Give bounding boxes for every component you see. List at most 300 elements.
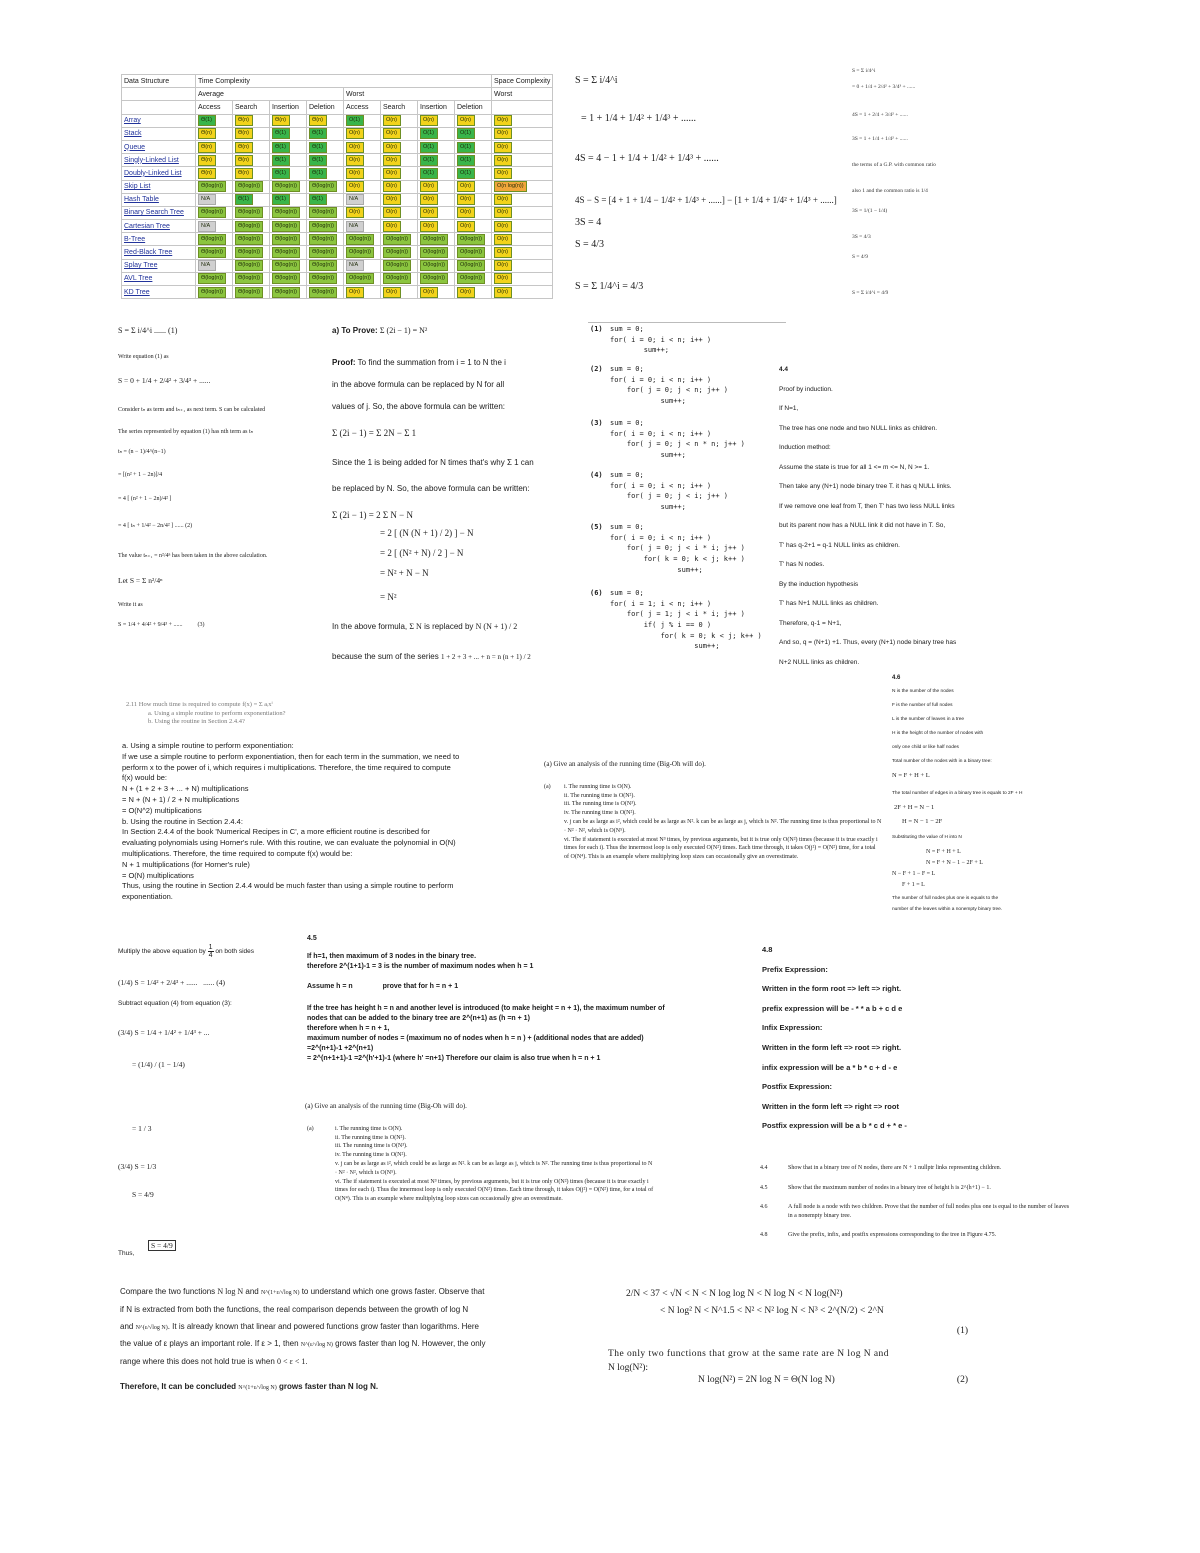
table-cell (492, 180, 553, 193)
complexity-badge: O(1) (346, 115, 364, 126)
complexity-badge: Θ(log(n)) (309, 207, 337, 218)
complexity-badge: Θ(n) (198, 155, 216, 166)
ls-line: The value tₙ₊₁ = n²/4ⁿ has been taken in the above calculation. (118, 553, 268, 559)
data-structure-link[interactable]: Binary Search Tree (122, 206, 196, 219)
complexity-badge: O(n) (494, 142, 512, 153)
compare-text: the value of ε plays an important role. If ε > 1, then (120, 1339, 301, 1349)
table-cell (455, 167, 492, 180)
compare-math: N^(ε/√log N) (300, 1342, 333, 1349)
data-structure-link[interactable]: KD Tree (122, 286, 196, 299)
complexity-badge: O(1) (420, 168, 438, 179)
complexity-badge: O(log(n)) (457, 273, 485, 284)
data-structure-link[interactable]: Stack (122, 127, 196, 140)
exp-line: = O(N) multiplications (122, 870, 194, 880)
complexity-badge: O(log(n)) (346, 273, 374, 284)
complexity-badge: O(n) (457, 287, 475, 298)
complexity-badge: O(n) (383, 221, 401, 232)
table-row (122, 114, 553, 127)
induction-line: T' has N nodes. (779, 561, 825, 568)
data-structure-link[interactable]: Queue (122, 140, 196, 153)
table-cell (233, 272, 270, 285)
full-nodes-eq: N − F + 1 − F = L (892, 871, 936, 877)
exp-line: = N + (N + 1) / 2 + N multiplications (122, 794, 240, 804)
complexity-badge: N/A (198, 194, 216, 205)
complexity-badge: Θ(log(n)) (235, 207, 263, 218)
table-cell (233, 193, 270, 206)
compare-math: 0 < ε < 1 (276, 1357, 306, 1367)
table-cell (196, 167, 233, 180)
induction-line: If we remove one leaf from T, then T' has two less NULL links (779, 502, 955, 510)
complexity-badge: O(n) (383, 194, 401, 205)
full-nodes-eq: F + 1 = L (902, 882, 925, 888)
data-structure-link[interactable]: Doubly-Linked List (122, 167, 196, 180)
table-cell (492, 272, 553, 285)
complexity-badge: Θ(log(n)) (198, 247, 226, 258)
complexity-badge: O(n) (346, 128, 364, 139)
exercise-question: 2.11 How much time is required to compute f(x) = Σ aᵢxⁱ (126, 701, 273, 708)
exercise-question: a. Using a simple routine to perform exponentiation? (148, 709, 286, 717)
exercise-item (760, 1231, 1072, 1240)
table-cell (344, 140, 381, 153)
table-cell (270, 259, 307, 272)
exp-line: a. Using a simple routine to perform exponentiation: (122, 741, 294, 750)
code-number: (3) (590, 419, 603, 427)
exp-line: = O(N^2) multiplications (122, 805, 202, 815)
mult-text: on both sides (215, 948, 255, 956)
table-cell (196, 259, 233, 272)
complexity-badge: O(n) (383, 181, 401, 192)
op-header: Insertion (418, 101, 455, 114)
header-time-complexity: Time Complexity (196, 75, 492, 88)
data-structure-link[interactable]: Singly-Linked List (122, 154, 196, 167)
compare-text: . It is already known that linear and powered functions grow faster than logarithms. Here (167, 1321, 479, 1331)
series-line: = 1 + 1/4 + 1/4² + 1/4³ + ...... (581, 113, 697, 124)
complexity-badge: Θ(log(n)) (272, 207, 300, 218)
table-cell (233, 180, 270, 193)
complexity-badge: O(log(n)) (346, 234, 374, 245)
full-nodes-eq: H = N − 1 − 2F (902, 818, 943, 825)
exercise-text: A full node is a node with two children. Prove that the number of full nodes plus one is equal to the number of leaves in a nonempty binary tree. (788, 1204, 1070, 1219)
mn-text: If h=1, then maximum of 3 nodes in the binary tree. (307, 953, 477, 960)
compare-text: and (243, 1287, 261, 1296)
expressions-4-8 (762, 940, 1062, 1136)
proof-eq: 1 + 2 + 3 + ... + n = n (n + 1) / 2 (440, 653, 531, 661)
exercise-number: 4.4 (760, 1165, 768, 1171)
mult-eq: (3/4) S = 1/4 + 1/4² + 1/4³ + ... (118, 1028, 210, 1037)
data-structure-link[interactable]: Array (122, 114, 196, 127)
complexity-badge: O(1) (457, 128, 475, 139)
complexity-badge: O(n) (383, 128, 401, 139)
complexity-badge: O(n) (346, 155, 364, 166)
final-result-box: S = 4/9 (148, 1240, 176, 1251)
complexity-badge: O(n) (494, 194, 512, 205)
ls-line: Let S = Σ n²/4ⁿ (118, 576, 163, 585)
analysis-item: v. j can be as large as i², which could be as large as N². k can be as large as j, which is N². The running time is thus proportional to N · N² · N², which is O(N⁵). (335, 1160, 653, 1176)
table-cell (344, 206, 381, 219)
ls-line: Write it as (118, 602, 143, 608)
header-average: Average (196, 88, 344, 101)
mn-text: therefore 2^(1+1)-1 = 3 is the number of maximum nodes when h = 1 (307, 963, 534, 970)
ls-line: S = 0 + 1/4 + 2/4² + 3/4³ + ...... (118, 376, 211, 385)
induction-line: Proof by induction. (779, 385, 833, 393)
table-cell (492, 246, 553, 259)
complexity-badge: Θ(log(n)) (272, 247, 300, 258)
full-nodes-line: Total number of the nodes with in a binary tree: (892, 759, 992, 764)
exp-line: multiplications. Therefore, the time required to compute f(x) would be: (122, 848, 353, 858)
induction-line: The tree has one node and two NULL links as children. (779, 424, 938, 432)
table-row (122, 167, 553, 180)
table-cell (492, 286, 553, 299)
analysis-question: (a) Give an analysis of the running time (Big-Oh will do). (305, 1102, 467, 1110)
complexity-badge: Θ(n) (198, 168, 216, 179)
table-cell (196, 193, 233, 206)
table-cell (307, 140, 344, 153)
table-cell (344, 114, 381, 127)
header-worst-space: Worst (492, 88, 553, 101)
series-line: 4S − S = [4 + 1 + 1/4 − 1/4² + 1/4³ + ......] − [1 + 1/4 + 1/4² + 1/4³ + ......] (575, 195, 837, 205)
table-cell (196, 140, 233, 153)
table-cell (270, 180, 307, 193)
data-structure-link[interactable]: Hash Table (122, 193, 196, 206)
analysis-item: i. The running time is O(N). (335, 1125, 403, 1132)
complexity-badge: O(n) (494, 273, 512, 284)
complexity-badge: O(n) (457, 221, 475, 232)
op-header: Insertion (270, 101, 307, 114)
op-header: Search (381, 101, 418, 114)
complexity-badge: Θ(log(n)) (309, 287, 337, 298)
complexity-badge: O(n) (346, 207, 364, 218)
expression-line: infix expression will be a * b * c + d - e (762, 1062, 898, 1072)
complexity-badge: Θ(1) (272, 155, 290, 166)
analysis-item: vi. The if statement is executed at most N³ times, by previous arguments, but it is true only O(N²) times (because it is true exactly i times for each i). Thus the innermost loop is only executed O(N²) times. Each time through, it takes O(j²) = O(N²) time, for a total of O(N⁴). This is an example where multiplying loop sizes can occasionally give an overestimate. (335, 1178, 654, 1203)
analysis-item: iii. The running time is O(N³). (335, 1143, 408, 1150)
complexity-badge: Θ(log(n)) (235, 287, 263, 298)
full-nodes-line: N is the number of the nodes (892, 689, 954, 694)
complexity-badge: O(n) (383, 142, 401, 153)
complexity-badge: Θ(log(n)) (309, 273, 337, 284)
complexity-badge: O(n) (420, 207, 438, 218)
table-cell (344, 259, 381, 272)
table-cell (344, 180, 381, 193)
complexity-badge: Θ(1) (309, 168, 327, 179)
analysis-label: (a) (307, 1125, 314, 1132)
complexity-badge: O(log(n)) (383, 273, 411, 284)
header-space-complexity: Space Complexity (492, 75, 553, 88)
table-cell (418, 180, 455, 193)
full-nodes-eq: N = F + H + L (926, 849, 961, 855)
complexity-badge: O(n) (383, 287, 401, 298)
table-cell (270, 233, 307, 246)
complexity-badge: O(log(n)) (457, 247, 485, 258)
compare-math: N^(1+ε/√log N) (260, 1290, 300, 1296)
table-cell (270, 220, 307, 233)
full-nodes-eq: 2F + H = N − 1 (894, 804, 935, 811)
data-structure-link[interactable]: B-Tree (122, 233, 196, 246)
table-cell (307, 154, 344, 167)
complexity-badge: Θ(n) (235, 128, 253, 139)
full-nodes-line: H is the height of the number of nodes with (892, 731, 984, 736)
complexity-badge: Θ(log(n)) (198, 207, 226, 218)
compare-text: and (120, 1321, 136, 1331)
analysis-running-time-2 (305, 1102, 655, 1204)
analysis-item: i. The running time is O(N). (564, 783, 632, 790)
complexity-badge: O(1) (420, 142, 438, 153)
complexity-badge: Θ(log(n)) (272, 221, 300, 232)
ls-line: Consider tₙ as term and tₙ₊₁ as next term. S can be calculated (118, 407, 266, 413)
expression-lines (762, 960, 1062, 1136)
ls-line: S = Σ i/4^i ...... (1) (118, 326, 178, 335)
eq-number: (2) (956, 1375, 968, 1385)
table-cell (492, 220, 553, 233)
complexity-badge: O(n) (420, 181, 438, 192)
complexity-badge: Θ(1) (272, 168, 290, 179)
proof-title: a) To Prove: (332, 326, 378, 335)
exercise-item (760, 1203, 1072, 1220)
table-cell (418, 206, 455, 219)
complexity-badge: O(n) (494, 115, 512, 126)
table-cell (270, 246, 307, 259)
table-cell (307, 259, 344, 272)
full-nodes-eq: N = F + H + L (892, 772, 930, 779)
order-line: < N log² N < N^1.5 < N² < N² log N < N³ < 2^(N/2) < 2^N (660, 1306, 884, 1316)
table-cell (381, 114, 418, 127)
complexity-badge: O(1) (420, 128, 438, 139)
complexity-badge: O(1) (457, 155, 475, 166)
eq-number: (1) (956, 1326, 968, 1336)
proof-label: Proof: (332, 358, 356, 367)
complexity-badge: Θ(1) (309, 155, 327, 166)
table-row (122, 233, 553, 246)
complexity-badge: O(n) (494, 247, 512, 258)
table-cell (418, 154, 455, 167)
table-cell (344, 167, 381, 180)
ls-line: = 4 [ tₙ + 1/4² − 2n/4² ] ...... (2) (118, 523, 193, 529)
proof-equation: Σ (2i − 1) = N² (379, 326, 428, 335)
complexity-badge: Θ(log(n)) (235, 273, 263, 284)
series-line: 3S = 4 (575, 217, 602, 228)
mult-text: Multiply the above equation by (118, 948, 206, 956)
data-structure-link[interactable]: Red-Black Tree (122, 246, 196, 259)
compare-math: N^(1+ε/√log N) (238, 1384, 277, 1391)
full-nodes-4-6 (892, 671, 1052, 917)
note-line: 3S = 1/(1 − 1/4) (852, 208, 888, 214)
analysis-item: iv. The running time is O(N²). (564, 810, 636, 817)
order-line: 2/N < 37 < √N < N < N log log N < N log N < N log(N²) (626, 1289, 843, 1299)
table-row (122, 206, 553, 219)
mn-text: =2^(n+1)-1 +2^(n+1) (307, 1045, 374, 1052)
table-cell (455, 246, 492, 259)
exponentiation-answer (126, 700, 556, 725)
complexity-badge: O(log(n)) (457, 260, 485, 271)
analysis-item: vi. The if statement is executed at most N³ times, by previous arguments, but it is true only O(N²) times (because it is true exactly i times for each i). Thus the innermost loop is only executed O(N²) times. Each time through, it takes O(j²) = O(N²) time, for a total of O(N⁴). This is an example where multiplying loop sizes can occasionally give an overestimate. (564, 836, 878, 861)
compare-conclusion: grows faster than N log N. (276, 1381, 379, 1391)
table-cell (196, 272, 233, 285)
complexity-badge: Θ(1) (198, 115, 216, 126)
table-cell (455, 154, 492, 167)
complexity-badge: O(log(n)) (420, 260, 448, 271)
proof-text: in the above formula can be replaced by N for all (332, 380, 505, 389)
code-block: sum = 0; for( i = 0; i < n; i++ ) sum++; (610, 325, 712, 355)
exp-line: exponentiation. (122, 892, 173, 902)
header-worst: Worst (344, 88, 492, 101)
op-header: Access (344, 101, 381, 114)
complexity-badge: Θ(log(n)) (309, 221, 337, 232)
analysis-item: iv. The running time is O(N²). (335, 1152, 407, 1159)
table-cell (381, 180, 418, 193)
table-cell (418, 127, 455, 140)
complexity-badge: N/A (346, 194, 364, 205)
quarter-fraction: $\frac{1}{4}$ (208, 944, 213, 959)
compare-text: if N is extracted from both the functions, the real comparison depends between the growth of log N (120, 1304, 469, 1314)
full-nodes-text: The number of full nodes plus one is equals to the (892, 896, 999, 901)
complexity-badge: O(n) (457, 115, 475, 126)
table-cell (381, 272, 418, 285)
compare-conclusion: Therefore, It can be concluded (120, 1381, 239, 1391)
mn-text: maximum number of nodes = (maximum no of nodes when h = n ) + (additional nodes that are added) (307, 1035, 644, 1042)
compare-functions (120, 1284, 600, 1397)
table-cell (344, 154, 381, 167)
table-cell (233, 127, 270, 140)
complexity-badge: Θ(log(n)) (309, 234, 337, 245)
complexity-badge: Θ(log(n)) (198, 181, 226, 192)
code-block: sum = 0; for( i = 1; i < n; i++ ) for( j = 1; j < i * i; j++ ) if( j % i == 0 ) for( k = 0; k < j; k++ ) sum++; (610, 589, 762, 651)
table-cell (418, 286, 455, 299)
table-cell (381, 193, 418, 206)
data-structure-link[interactable]: Skip List (122, 180, 196, 193)
complexity-badge: O(n) (494, 155, 512, 166)
compare-text: . (305, 1357, 308, 1367)
table-cell (233, 114, 270, 127)
exercise-question: b. Using the routine in Section 2.4.4? (148, 717, 245, 725)
proof-eq: Σ N (409, 622, 422, 631)
mult-eq: = 1 / 3 (132, 1124, 152, 1133)
complexity-badge: Θ(log(n)) (235, 221, 263, 232)
note-line: also 1 and the common ratio is 1/4 (852, 188, 928, 194)
code-number: (5) (590, 523, 603, 531)
complexity-badge: Θ(1) (309, 194, 327, 205)
complexity-badge: O(log(n)) (383, 260, 411, 271)
table-cell (196, 206, 233, 219)
series-line: S = Σ 1/4^i = 4/3 (575, 281, 644, 292)
table-cell (344, 246, 381, 259)
code-block: sum = 0; for( i = 0; i < n; i++ ) for( j = 0; j < i; j++ ) sum++; (610, 471, 729, 511)
table-cell (455, 206, 492, 219)
proof-eq: = 2 [ (N² + N) / 2 ] − N (380, 548, 464, 558)
table-cell (270, 140, 307, 153)
data-structure-link[interactable]: Cartesian Tree (122, 220, 196, 233)
complexity-badge: Θ(log(n)) (235, 260, 263, 271)
table-cell (233, 286, 270, 299)
complexity-badge: Θ(n) (235, 155, 253, 166)
table-cell (455, 127, 492, 140)
section-title: 4.8 (762, 945, 773, 954)
complexity-badge: Θ(log(n)) (235, 181, 263, 192)
table-cell (307, 286, 344, 299)
complexity-badge: O(1) (420, 155, 438, 166)
full-nodes-eq: N = F + N − 1 − 2F + L (926, 860, 983, 866)
table-cell (270, 286, 307, 299)
exp-line: If we use a simple routine to perform exponentiation, then for each term in the summation, we need to (122, 751, 460, 761)
compare-text: grows faster than log N. However, the only (332, 1339, 486, 1349)
complexity-badge: O(n) (346, 168, 364, 179)
proof-text: be replaced by N. So, the above formula can be written: (332, 484, 530, 493)
complexity-badge: O(n) (494, 207, 512, 218)
table-cell (196, 246, 233, 259)
code-number: (4) (590, 471, 603, 479)
complexity-badge: O(log(n)) (420, 234, 448, 245)
induction-line: By the induction hypothesis (779, 580, 859, 588)
ls-line: S = 1/4 + 4/4² + 9/4³ + ...... (3) (118, 622, 205, 628)
compare-text: to understand which one grows faster. Observe that (299, 1287, 485, 1296)
table-cell (418, 259, 455, 272)
table-cell (307, 114, 344, 127)
series-derivation-top (575, 75, 837, 292)
table-cell (196, 114, 233, 127)
op-header: Search (233, 101, 270, 114)
data-structure-link[interactable]: AVL Tree (122, 272, 196, 285)
complexity-badge: Θ(n) (272, 115, 290, 126)
table-cell (455, 180, 492, 193)
series-line: 4S = 4 − 1 + 1/4 + 1/4² + 1/4³ + ...... (575, 153, 719, 164)
induction-line: Therefore, q-1 = N+1, (779, 619, 842, 627)
complexity-badge: Θ(log(n)) (235, 247, 263, 258)
complexity-badge: O(1) (457, 168, 475, 179)
mn-text: Assume h = n (307, 983, 353, 990)
proof-eq: = 2 [ (N (N + 1) / 2) ] − N (380, 528, 474, 538)
complexity-badge: Θ(n) (235, 115, 253, 126)
table-cell (381, 259, 418, 272)
table-cell (418, 246, 455, 259)
table-cell (492, 167, 553, 180)
complexity-badge: O(n) (420, 115, 438, 126)
table-cell (381, 286, 418, 299)
complexity-table-section (121, 74, 553, 299)
table-cell (418, 167, 455, 180)
table-cell (455, 286, 492, 299)
complexity-badge: O(n) (494, 260, 512, 271)
expression-line: Written in the form root => left => right. (762, 984, 902, 994)
table-cell (307, 233, 344, 246)
complexity-badge: Θ(1) (309, 142, 327, 153)
table-cell (270, 272, 307, 285)
table-cell (344, 286, 381, 299)
note-line: the terms of a G.P. with common ratio (852, 162, 936, 168)
induction-lines (779, 380, 1049, 673)
section-title: 4.4 (779, 366, 789, 373)
order-text: N log(N²): (608, 1363, 649, 1373)
exercise-list (760, 1164, 1072, 1251)
mult-eq: = (1/4) / (1 − 1/4) (132, 1060, 185, 1069)
code-block: sum = 0; for( i = 0; i < n; i++ ) for( j = 0; j < n; j++ ) sum++; (610, 365, 729, 405)
table-cell (418, 140, 455, 153)
complexity-badge: Θ(log(n)) (235, 234, 263, 245)
full-nodes-line: F is the number of full nodes (892, 703, 953, 708)
complexity-badge: O(n) (494, 168, 512, 179)
op-header: Deletion (307, 101, 344, 114)
table-cell (233, 246, 270, 259)
data-structure-link[interactable]: Splay Tree (122, 259, 196, 272)
table-cell (196, 233, 233, 246)
table-cell (270, 154, 307, 167)
exp-line: N + 1 multiplications (for Horner's rule) (122, 859, 250, 869)
full-nodes-text: The total number of edges in a binary tree is equals to 2F + H (892, 791, 1023, 796)
complexity-badge: Θ(log(n)) (309, 260, 337, 271)
table-cell (270, 127, 307, 140)
table-cell (196, 154, 233, 167)
induction-proof-4-4 (779, 360, 1049, 672)
full-nodes-text: Substituting the value of H into N (892, 835, 962, 840)
mult-text: Subtract equation (4) from equation (3): (118, 1000, 232, 1007)
